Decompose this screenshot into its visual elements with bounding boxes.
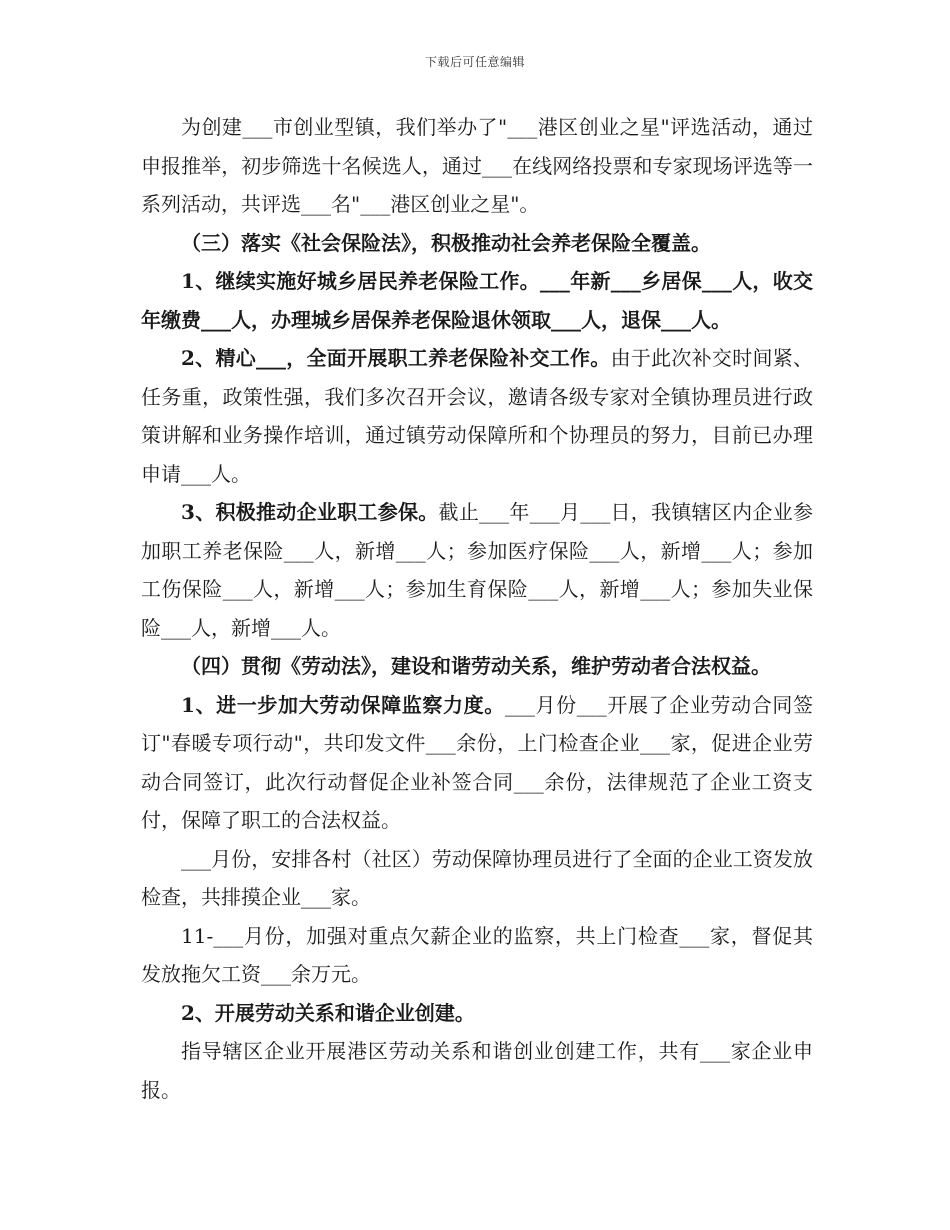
paragraph-text: ___月份，安排各村（社区）劳动保障协理员进行了全面的企业工资发放检查，共排摸企业___家。 <box>141 846 813 909</box>
page-header: 下载后可任意编辑 <box>424 55 525 69</box>
paragraph-text: 11-___月份，加强对重点欠薪企业的监察，共上门检查___家，督促其发放拖欠工资___余万元。 <box>141 923 813 986</box>
paragraph-text: 指导辖区企业开展港区劳动关系和谐创业创建工作，共有___家企业申报。 <box>141 1039 813 1102</box>
document-body <box>141 108 813 1109</box>
paragraph-text: ___月份___开展了企业劳动合同签订"春暖专项行动"，共印发文件___余份，上门检查企业___家，促进企业劳动合同签订，此次行动督促企业补签合同___余份，法律规范了企业工资支付，保障了职工的合法权益。 <box>141 692 813 832</box>
paragraph-harmony-heading <box>141 994 813 1033</box>
paragraph-text: 为创建___市创业型镇，我们举办了"___港区创业之星"评选活动，通过申报推举，初步筛选十名候选人，通过___在线网络投票和专家现场评选等一系列活动，共评选___名"___港区创业之星"。 <box>141 115 813 216</box>
heading-text: （三）落实《社会保险法》，积极推动社会养老保险全覆盖。 <box>181 230 711 255</box>
paragraph-creation-star <box>141 108 813 224</box>
paragraph-rural-pension <box>141 262 813 339</box>
paragraph-text: 截止___年___月___日，我镇辖区内企业参加职工养老保险___人，新增___人；参加医疗保险___人，新增___人；参加工伤保险___人，新增___人；参加生育保险___人，新增___人；参加失业保险___人，新增___人。 <box>141 500 814 640</box>
paragraph-harmony-guidance <box>141 1032 813 1109</box>
paragraph-bold-lead: 3、积极推动企业职工参保。 <box>181 500 439 524</box>
paragraph-text: 由于此次补交时间紧、任务重，政策性强，我们多次召开会议，邀请各级专家对全镇协理员进行政策讲解和业务操作培训，通过镇劳动保障所和个协理员的努力，目前已办理申请___人。 <box>141 346 814 486</box>
paragraph-bold-lead: 1、进一步加大劳动保障监察力度。 <box>181 692 505 717</box>
paragraph-enterprise-insurance <box>141 493 813 647</box>
section-heading-4 <box>141 647 813 686</box>
paragraph-labor-inspection <box>141 686 813 840</box>
paragraph-bold-lead: 1、继续实施好城乡居民养老保险工作。___年新___乡居保___人，收交年缴费___人，办理城乡居保养老保险退休领取___人，退保___人。 <box>141 269 813 332</box>
paragraph-bold-lead: 2、开展劳动关系和谐企业创建。 <box>181 1000 475 1025</box>
paragraph-bold-lead: 2、精心___，全面开展职工养老保险补交工作。 <box>181 346 611 370</box>
paragraph-pension-supplement <box>141 339 813 493</box>
section-heading-3 <box>141 224 813 263</box>
heading-text: （四）贯彻《劳动法》，建设和谐劳动关系，维护劳动者合法权益。 <box>181 654 771 678</box>
paragraph-wage-arrears <box>141 917 813 994</box>
paragraph-wage-check <box>141 840 813 917</box>
